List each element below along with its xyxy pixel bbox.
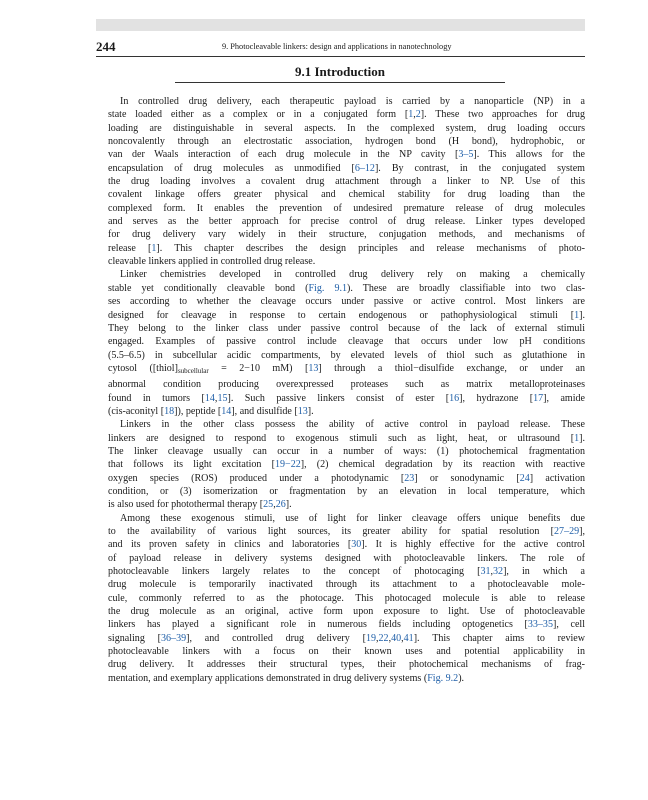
reference-link[interactable]: 17 xyxy=(533,392,544,404)
running-title: 9. Photocleavable linkers: design and applications in nanotechnology xyxy=(222,42,452,51)
reference-link[interactable]: 14 xyxy=(204,392,215,404)
section-rule xyxy=(175,82,505,83)
p1-line-10: and serves as the better approach for precise control of drug release. Linker types developed xyxy=(108,216,585,228)
p3-line-2: linkers are designed to respond to exogenous stimuli such as light, heat, or ultrasound [1]. xyxy=(108,432,585,444)
reference-link[interactable]: 16 xyxy=(449,392,460,404)
p1-line-1: In controlled drug delivery, each therapeutic payload is carried by a nanoparticle (NP) in a xyxy=(120,96,585,107)
reference-link[interactable]: 1 xyxy=(574,432,580,444)
p4-line-13: mentation, and exemplary applications demonstrated in drug delivery systems (Fig. 9.2). xyxy=(108,672,465,684)
p1-line-11: for drug delivery vary widely in their structure, conjugation methods, and mechanisms of xyxy=(108,229,585,241)
p2-line-9: abnormal condition producing overexpressed proteases such as matrix metalloproteinases xyxy=(108,379,585,391)
p2-line-11: (cis-aconityl [18]), peptide [14], and disulfide [13]. xyxy=(108,405,314,417)
reference-link[interactable]: 15 xyxy=(217,392,228,404)
p4-line-1: Among these exogenous stimuli, use of light for linker cleavage offers unique benefits due xyxy=(120,512,585,524)
p2-line-3: ses according to whether the cleavage occurs under passive or active control. Most linkers are xyxy=(108,296,585,308)
reference-link[interactable]: 26 xyxy=(275,499,286,511)
p1-line-13: cleavable linkers applied in controlled drug release. xyxy=(108,256,316,268)
top-gray-bar xyxy=(96,19,585,31)
p3-line-1: Linkers in the other class possess the ability of active control in payload release. These xyxy=(120,419,585,431)
header-rule xyxy=(96,56,585,57)
p1-line-6: encapsulation of drug molecules as unmodified [6–12]. By contrast, in the conjugated system xyxy=(108,162,585,174)
reference-link[interactable]: 1 xyxy=(574,309,580,321)
reference-link[interactable]: 1 xyxy=(408,109,414,121)
reference-link[interactable]: 27–29 xyxy=(554,526,580,537)
reference-link[interactable]: 22 xyxy=(378,632,389,644)
reference-link[interactable]: 14 xyxy=(221,405,232,417)
reference-link[interactable]: 1 xyxy=(151,242,157,254)
p2-line-1: Linker chemistries developed in controlled drug delivery rely on making a chemically xyxy=(120,269,585,281)
p2-line-8: cytosol ($[thiol]_{subcellular} = 2-10$ mM) [13] through a thiol−disulfide exchange, or under an xyxy=(108,362,585,375)
p3-line-6: condition, or (3) isomerization or fragmentation by an elevation in local temperature, which xyxy=(108,485,585,497)
reference-link[interactable]: 32 xyxy=(493,566,504,578)
p2-line-6: engaged. Examples of passive control include cleavage that occurs under low pH conditions xyxy=(108,336,585,348)
reference-link[interactable]: 19 xyxy=(365,632,377,644)
reference-link[interactable]: 30 xyxy=(351,539,362,551)
p4-line-6: drug molecule is temporarily inactivated through its attachment to a photocleavable mole- xyxy=(108,579,585,591)
p1-line-8: covalent linkage offers greater physical and chemical stability for drug loading than the xyxy=(108,189,585,201)
p4-line-7: cule, commonly referred to as the photocage. This photocaged molecule is able to release xyxy=(108,592,585,604)
page-number: 244 xyxy=(96,39,116,54)
p3-line-4: that follows its light excitation [19−22], (2) chemical degradation by its reaction with reactive xyxy=(108,459,585,471)
p4-line-4: of payload release in delivery systems designed with photocleavable linkers. The role of xyxy=(108,552,585,564)
figure-link[interactable]: Fig. 9.2 xyxy=(427,672,459,684)
section-title: 9.1 Introduction xyxy=(294,64,386,79)
reference-link[interactable]: 24 xyxy=(519,472,530,484)
p1-line-3: loading are distinguishable in several aspects. In the complexed system, drug loading occurs xyxy=(108,122,585,134)
p1-line-4: noncovalently through an electrostatic association, hydrogen bond (H bond), hydrophobic, or xyxy=(108,136,585,148)
subscript: subcellular xyxy=(177,366,209,375)
reference-link[interactable]: 13 xyxy=(297,405,308,417)
p4-line-9: linkers has played a significant role in numerous fields including optogenetics [33–35], cell xyxy=(108,619,585,631)
p4-line-2: to the availability of various light sources, its greater ability for spatial resolution [27–29], xyxy=(108,526,585,537)
p4-line-3: and its proven safety in clinics and laboratories [30]. It is highly effective for the active control xyxy=(108,539,585,551)
p1-line-2: state loaded either as a complex or in a conjugated form [1,2]. These two approaches for drug xyxy=(108,109,585,121)
body-text xyxy=(108,95,585,685)
p1-line-7: the drug loading involves a covalent drug attachment through a linker to NP. Use of this xyxy=(108,176,585,188)
p4-line-5: photocleavable linkers largely relates to the concept of photocaging [31,32], in which a xyxy=(108,566,585,578)
p3-line-7: is also used for photothermal therapy [25,26]. xyxy=(108,499,292,511)
reference-link[interactable]: 36–39 xyxy=(161,632,187,644)
p1-line-9: complexed form. It enables the prevention of undesired premature release of drug molecules xyxy=(108,202,585,214)
p3-line-3: The linker cleavage usually can occur in a number of ways: (1) photochemical fragmentation xyxy=(108,445,585,457)
p4-line-8: the drug molecule as an original, active form upon exposure to light. Use of photocleavable xyxy=(108,606,585,618)
reference-link[interactable]: 31 xyxy=(480,566,491,578)
reference-link[interactable]: 25 xyxy=(263,499,274,511)
p2-line-7: (5.5–6.5) in subcellular acidic compartments, by elevated levels of thiol such as glutathione in xyxy=(108,349,585,361)
reference-link[interactable]: 2 xyxy=(415,109,421,121)
p2-line-4: designed for cleavage in response to certain endogenous or pathophysiological stimuli [1]. xyxy=(108,309,585,321)
reference-link[interactable]: 3–5 xyxy=(458,149,474,161)
p4-line-12: drug delivery. It addresses their structural types, their photochemical mechanisms of frag- xyxy=(108,659,585,671)
p1-line-12: release [1]. This chapter describes the design principles and release mechanisms of photo- xyxy=(108,242,585,254)
p4-line-10: signaling [36–39], and controlled drug delivery [19,22,40,41]. This chapter aims to review xyxy=(108,632,585,644)
reference-link[interactable]: 18 xyxy=(164,405,175,417)
p2-line-10: found in tumors [14,15]. Such passive linkers consist of ester [16], hydrazone [17], amide xyxy=(108,392,586,404)
reference-link[interactable]: 6–12 xyxy=(354,162,375,174)
p3-line-5: oxygen species (ROS) produced under a photodynamic [23] or sonodynamic [24] activation xyxy=(108,472,585,484)
p1-line-5: van der Waals interaction of each drug molecule in the NP cavity [3–5]. This allows for the xyxy=(108,149,585,161)
p4-line-11: photocleavable linkers with a focus on their known uses and potential applicability in xyxy=(108,646,585,658)
p2-line-2: stable yet conditionally cleavable bond (Fig. 9.1). These are broadly classifiable into two clas- xyxy=(108,282,585,294)
reference-link[interactable]: 40 xyxy=(391,632,402,644)
reference-link[interactable]: 23 xyxy=(404,472,415,484)
reference-link[interactable]: 33–35 xyxy=(527,619,553,631)
reference-link[interactable]: 41 xyxy=(403,632,414,644)
reference-link[interactable]: 19−22 xyxy=(274,459,301,471)
reference-link[interactable]: 13 xyxy=(308,362,319,374)
figure-link[interactable]: Fig. 9.1 xyxy=(308,282,347,294)
p2-line-5: They belong to the linker class under passive control because of the lack of external stimuli xyxy=(108,322,585,334)
page-header xyxy=(96,38,585,58)
